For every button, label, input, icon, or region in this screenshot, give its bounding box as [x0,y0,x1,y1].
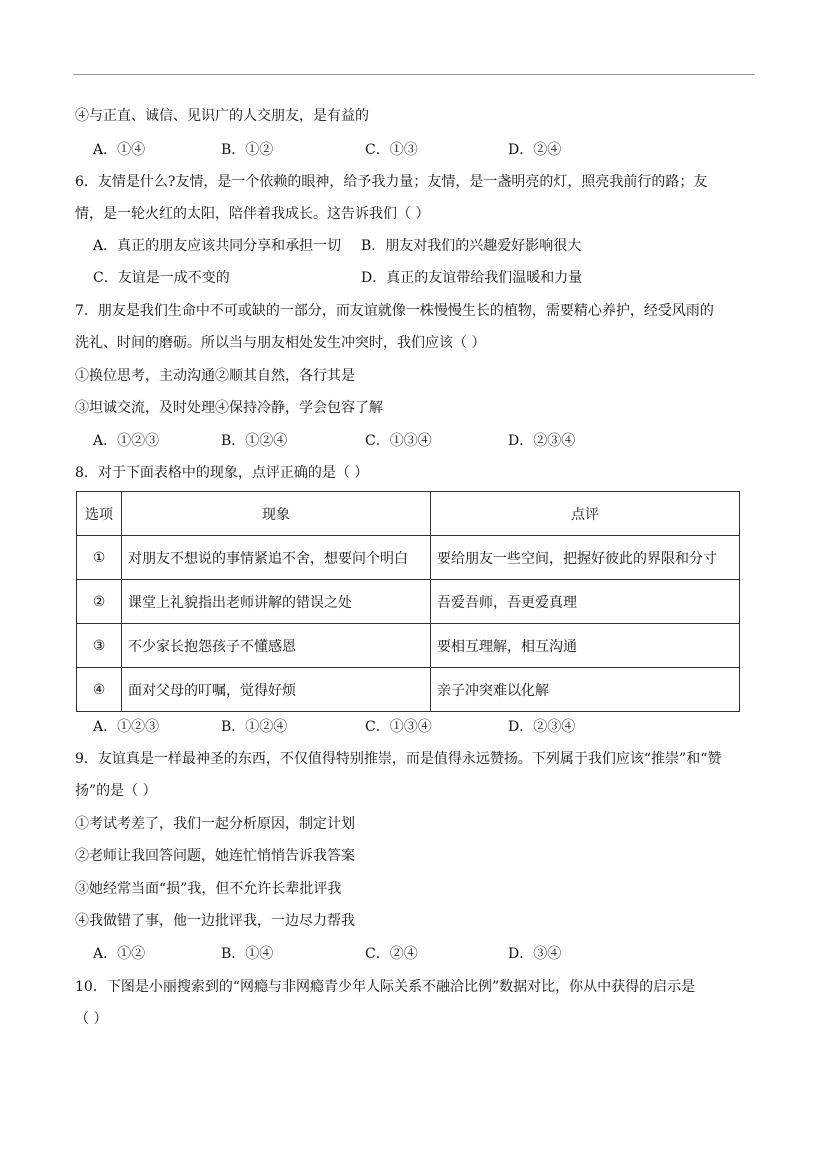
q9-stem-line1: 9．友谊真是一样最神圣的东西，不仅值得特别推崇，而是值得永远赞扬。下列属于我们应该“推崇”和“赞 [75,751,722,767]
q8-table [76,491,740,712]
q9-options [93,944,653,964]
q9-item-2: ②老师让我回答问题，她连忙悄悄告诉我答案 [75,848,355,864]
row-comment: 吾爱吾师，吾更爱真理 [431,580,740,624]
q8-option-d[interactable]: D．②③④ [508,719,576,735]
table-row [77,536,740,580]
row-comment: 要相互理解，相互沟通 [431,624,740,668]
table-row [77,668,740,712]
q6-option-d[interactable]: D．真正的友谊带给我们温暖和力量 [361,270,583,286]
table-header-row [77,492,740,536]
q6-options-row2 [93,268,653,288]
q6-stem-line2: 情，是一轮火红的太阳，陪伴着我成长。这告诉我们（ ） [75,206,430,222]
table-row [77,580,740,624]
header-option: 选项 [77,492,122,536]
row-comment: 要给朋友一些空间，把握好彼此的界限和分寸 [431,536,740,580]
q6-option-c[interactable]: C．友谊是一成不变的 [93,270,230,286]
header-phenomenon: 现象 [122,492,431,536]
q8-option-a[interactable]: A．①②③ [93,719,160,735]
table-row [77,624,740,668]
q7-items-row2: ③坦诚交流，及时处理④保持冷静，学会包容了解 [75,400,383,416]
row-phenomenon: 面对父母的叮嘱，觉得好烦 [122,668,431,712]
q10-stem-line2: （ ） [75,1011,108,1027]
q9-stem-line2: 扬”的是（ ） [75,783,157,799]
q7-option-a[interactable]: A．①②③ [93,433,160,449]
q5-item-4: ④与正直、诚信、见识广的人交朋友，是有益的 [75,108,369,124]
header-rule [73,74,755,75]
q5-option-d[interactable]: D．②④ [508,142,562,158]
row-label: ② [77,580,122,624]
q9-item-3: ③她经常当面“损”我，但不允许长辈批评我 [75,881,342,897]
q9-item-1: ①考试考差了，我们一起分析原因，制定计划 [75,816,355,832]
row-label: ③ [77,624,122,668]
q9-option-d[interactable]: D．③④ [508,946,562,962]
row-label: ① [77,536,122,580]
q8-option-b[interactable]: B．①②④ [221,719,288,735]
row-phenomenon: 课堂上礼貌指出老师讲解的错误之处 [122,580,431,624]
q6-option-a[interactable]: A．真正的朋友应该共同分享和承担一切 [93,238,342,254]
q6-options-row1 [93,236,653,256]
q7-stem-line1: 7．朋友是我们生命中不可或缺的一部分，而友谊就像一株慢慢生长的植物，需要精心养护，经受风雨的 [75,303,714,319]
q9-option-b[interactable]: B．①④ [221,946,274,962]
q9-option-c[interactable]: C．②④ [365,946,418,962]
q8-stem: 8．对于下面表格中的现象，点评正确的是（ ） [75,465,369,481]
q5-option-b[interactable]: B．①② [221,142,274,158]
q6-option-b[interactable]: B．朋友对我们的兴趣爱好影响很大 [361,238,582,254]
q7-stem-line2: 洗礼、时间的磨砺。所以当与朋友相处发生冲突时，我们应该（ ） [75,335,486,351]
q5-options [93,140,653,160]
q5-option-c[interactable]: C．①③ [365,142,418,158]
q8-option-c[interactable]: C．①③④ [365,719,432,735]
q8-options [93,717,653,737]
row-comment: 亲子冲突难以化解 [431,668,740,712]
q7-options [93,431,653,451]
row-label: ④ [77,668,122,712]
header-comment: 点评 [431,492,740,536]
q7-option-b[interactable]: B．①②④ [221,433,288,449]
q7-option-c[interactable]: C．①③④ [365,433,432,449]
q10-stem-line1: 10．下图是小丽搜索到的“网瘾与非网瘾青少年人际关系不融洽比例”数据对比，你从中获得的启示是 [75,979,696,995]
q9-item-4: ④我做错了事，他一边批评我，一边尽力帮我 [75,913,355,929]
q5-option-a[interactable]: A．①④ [93,142,146,158]
row-phenomenon: 对朋友不想说的事情紧追不舍，想要问个明白 [122,536,431,580]
q6-stem-line1: 6．友情是什么?友情，是一个依赖的眼神，给予我力量；友情，是一盏明亮的灯，照亮我前行的路；友 [75,174,708,190]
q7-option-d[interactable]: D．②③④ [508,433,576,449]
q9-option-a[interactable]: A．①② [93,946,146,962]
row-phenomenon: 不少家长抱怨孩子不懂感恩 [122,624,431,668]
q7-items-row1: ①换位思考，主动沟通②顺其自然，各行其是 [75,368,355,384]
